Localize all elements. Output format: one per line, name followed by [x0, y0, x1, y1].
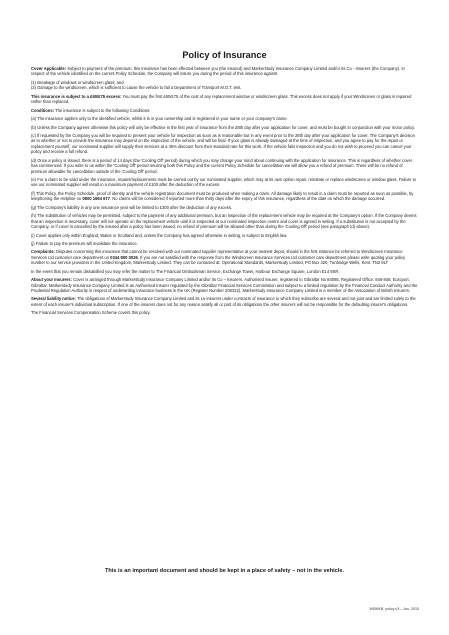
liability-text: The obligations of Markerstudy Insurance Company Limited and its co-insurers under contracts of insurance to which they subscribe are several and not joint and are limited solely to the extent of each insurer's individual subscription. If one of the insurers does not for any reason satisfy all or part of its obligations the other insurers will not be responsible for the defaulting insurer's obligations.: [31, 296, 416, 307]
condition-f-pre: (f) This Policy, the Policy Schedule, proof of identity and the vehicle registration document must be produced when making a claim. All damage likely to result in a claim must be reported as soon as possible, by telephoning the Helpline on: [31, 190, 414, 202]
insurers-paragraph: [31, 277, 419, 293]
insurers-text: Cover is arranged through Markerstudy Insurance Company Limited and/or its Co – Insurers. Authorised insurer, registered in Gibraltar No 84085. Registered Office: 846-848, Europort, Gibraltar. Markerstudy Insurance Company Limited is an Authorised Insurer regulated by the Gibraltar Financial Services Commission and subject to a limited regulation by the Financial Conduct Authority and the Prudential Regulation Authority in respect of underwriting insurance business in the UK (Register Number 206322). Markerstudy Insurance Company Limited is a member of the Association of British Insurers.: [31, 277, 418, 293]
cover-item-2: (2) Damage to the windscreen, which is sufficient to cause the vehicle to fail a Department of Transport M.O.T. test.: [31, 85, 242, 91]
fscs-paragraph: The Financial Services Compensation Scheme covers this policy.: [31, 310, 151, 316]
insurers-label: About your Insurers:: [31, 277, 72, 283]
safety-notice: This is an important document and should be kept in a place of safety – not in the vehicle.: [104, 568, 345, 574]
excess-paragraph: [31, 94, 419, 105]
condition-j: (j) Failure to pay the premium will invalidate the insurance.: [31, 240, 138, 246]
complaints-paragraph: [31, 249, 419, 265]
conditions-paragraph: [31, 108, 419, 113]
excess-label: This insurance is subject to a £60/£75 excess:: [31, 93, 122, 99]
condition-b: (b) Unless the Company agrees otherwise this policy will only be effective in the first year of insurance from the 28th day after your application for cover, and must be bought in conjunction with your motor policy.: [31, 124, 415, 130]
liability-label: Several liability notice:: [31, 296, 76, 302]
condition-e: (e) For a claim to be valid under the insurance, repairs/replacements must be carried out by our nominated supplier, which may at its own option repair, reinstate or replace windscreen or window glass. Failure to use our nominated supplier will result in a maximum payment of £100 after the deduction of the excess.: [31, 177, 417, 188]
complaints-label: Complaints:: [31, 249, 55, 255]
cover-label: Cover Applicable:: [31, 66, 67, 71]
condition-c: (c) If requested by the Company you will be required to present your vehicle for inspection as soon as is reasonable but in any event prior to the 28th day after your application for cover. The Company's decision as to whether or not to provide the insurance may depend on the inspection of the vehicle, and will be final. If your glass is already damaged at the time of inspection, and you agree to pay for the repair or replacement yourself, our nominated supplier will supply their services at a 35% discount from their standard rate for this work. If the vehicle fails inspection and you do not wish to proceed you can cancel your policy and receive a full refund.: [31, 133, 415, 155]
conditions-intro: The insurance is subject to the following Conditions:: [55, 107, 151, 113]
conditions-label: Conditions:: [31, 107, 54, 113]
complaints-text-1: Disputes concerning this insurance that cannot be resolved with our nominated supplier representative at your nearest depot, should in the first instance be referred to Windscreen Insurance Services Ltd customer care department on: [31, 249, 403, 260]
condition-g: (g) The Company's liability in any one insurance year will be limited to £300 after the deduction of any excess.: [31, 204, 232, 210]
condition-d: (d) Once a policy is issued, there is a period of 14 days (the 'Cooling Off' period) during which you may change your mind about continuing with the application for insurance. This is regardless of whether cover has commenced. If you write to us within the 'Cooling Off' period returning both this Policy and the current Policy Schedule for cancellation we will allow you a refund of premium. There will be no refund of premium allowable for cancellation outside of the 'Cooling Off' period.: [31, 157, 413, 174]
policy-body: [31, 66, 419, 319]
cover-items: [31, 80, 419, 91]
cover-item-1: (1) Breakage of windows or windscreen glass; and: [31, 79, 124, 85]
condition-f: [31, 191, 419, 202]
customer-care-number: 0344 800 0026: [110, 254, 138, 260]
condition-h: (h) The substitution of vehicles may be permitted, subject to the payment of any additional premium, but an inspection of the replacement vehicle may be required at the Company's option. If the Company deems that an inspection is necessary, cover will not operate on the replacement vehicle until it is inspected at our nominated inspection centre and cover is agreed in writing. If a substitution is not accepted by the Company, or if cover is cancelled by the insured after a policy has been issued, no refund of premium will be allowed other than during the 'Cooling Off' period (see paragraph (d) above).: [31, 213, 417, 230]
cover-applicable-paragraph: [31, 66, 419, 77]
condition-a: (a) The insurance applies only to the identified vehicle, whilst it is in your ownership and is registered in your name or your company's name.: [31, 116, 288, 122]
liability-paragraph: [31, 296, 419, 307]
document-reference: MSWKB, policy v3 – Jun. 2015: [369, 607, 419, 611]
ombudsman-paragraph: In the event that you remain dissatisfied you may refer the matter to The Financial Ombudsman Service, Exchange Tower, Harbour Exchange Square, London E14 9SR.: [31, 268, 340, 274]
page-title: Policy of Insurance: [182, 50, 267, 60]
cover-text: Subject to payment of the premium, this insurance has been effected between you (the Insured) and Markerstudy Insurance Company Limited and/or its Co - Insurers (the Company). In respect of the vehicle identified on the current Policy Schedule, the Company will insure you during the period of this insurance against: [31, 66, 405, 77]
helpline-number: 0800 1694 677: [82, 196, 110, 202]
condition-i: (i) Cover applies only within England, Wales or Scotland and, unless the Company has agreed otherwise in writing, is subject to English law.: [31, 232, 288, 238]
excess-text: You must pay the first £60/£75 of the cost of any replacement window or windscreen glass. This excess does not apply if your Windscreen or glass is repaired rather than replaced.: [31, 93, 412, 105]
condition-f-post: . No claims will be considered if reported more than thirty days after the expiry of this insurance, regardless of the date on which the damage occurred.: [109, 196, 386, 202]
complaints-text-2: . If you are not satisfied with the response from the Windscreen Insurance Services Ltd customer care department please write quoting your policy number to our service providers in the United Kingdom, Markerstudy Limited. They can be contacted at: Operational Standards, Markerstudy Limited, PO Box 420, Tunbridge Wells, Kent. TN2 9LT: [31, 254, 406, 266]
